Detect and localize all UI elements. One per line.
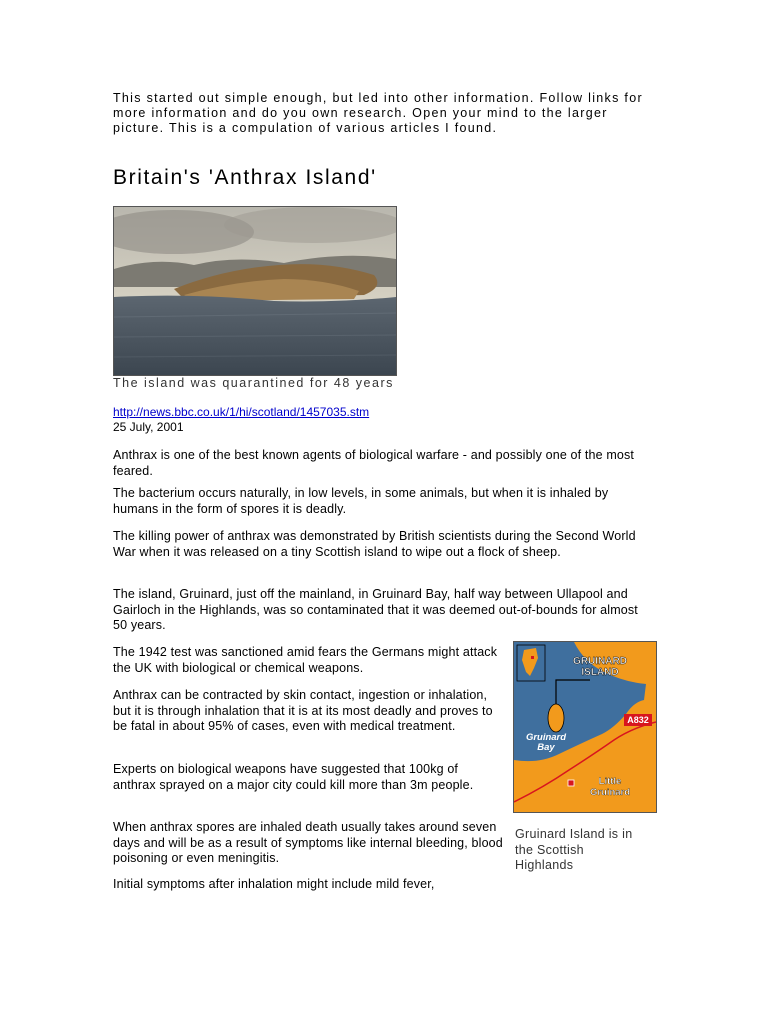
map-label-village: Little Gruinard [589, 776, 631, 798]
island-photo [113, 206, 397, 376]
map-label-bay: Gruinard Bay [525, 732, 567, 753]
photo-caption: The island was quarantined for 48 years [113, 376, 394, 390]
article-paragraph: Anthrax can be contracted by skin contact, ingestion or inhalation, but it is through inhalation that it is at its most deadly and proves to be fatal in about 95% of cases, even with medical treatment. [113, 688, 493, 733]
source-link[interactable]: http://news.bbc.co.uk/1/hi/scotland/1457035.stm [113, 405, 370, 419]
island-photo-image [114, 207, 396, 375]
article-paragraph: The bacterium occurs naturally, in low levels, in some animals, but when it is inhaled by humans in the form of spores it is deadly. [113, 486, 609, 516]
gruinard-map [513, 641, 657, 813]
article-paragraph: Experts on biological weapons have suggested that 100kg of anthrax sprayed on a major city could kill more than 3m people. [113, 762, 474, 792]
gruinard-map-image [514, 642, 656, 812]
article-title: Britain's 'Anthrax Island' [113, 166, 377, 189]
article-paragraph: The island, Gruinard, just off the mainland, in Gruinard Bay, half way between Ullapool and Gairloch in the Highlands, was so contaminated that it was deemed out-of-bounds for almost 50 years. [113, 587, 638, 632]
article-paragraph: The 1942 test was sanctioned amid fears the Germans might attack the UK with biological or chemical weapons. [113, 645, 498, 675]
article-paragraph: The killing power of anthrax was demonstrated by British scientists during the Second World War when it was released on a tiny Scottish island to wipe out a flock of sheep. [113, 529, 636, 559]
article-paragraph: Initial symptoms after inhalation might include mild fever, [113, 877, 435, 891]
article-date: 25 July, 2001 [113, 420, 184, 434]
map-label-road: A832 [627, 715, 649, 725]
map-label-island: GRUINARD ISLAND [573, 656, 627, 678]
article-paragraph: When anthrax spores are inhaled death usually takes around seven days and will be as a result of symptoms like internal bleeding, blood poisoning or even meningitis. [113, 820, 503, 865]
intro-text: This started out simple enough, but led into other information. Follow links for more information and do you own research. Open your mind to the larger picture. This is a compulation of various articles I found. [113, 91, 643, 135]
village-marker [568, 780, 574, 786]
article-paragraph: Anthrax is one of the best known agents of biological warfare - and possibly one of the most feared. [113, 448, 635, 478]
map-caption: Gruinard Island is in the Scottish Highlands [515, 827, 633, 872]
